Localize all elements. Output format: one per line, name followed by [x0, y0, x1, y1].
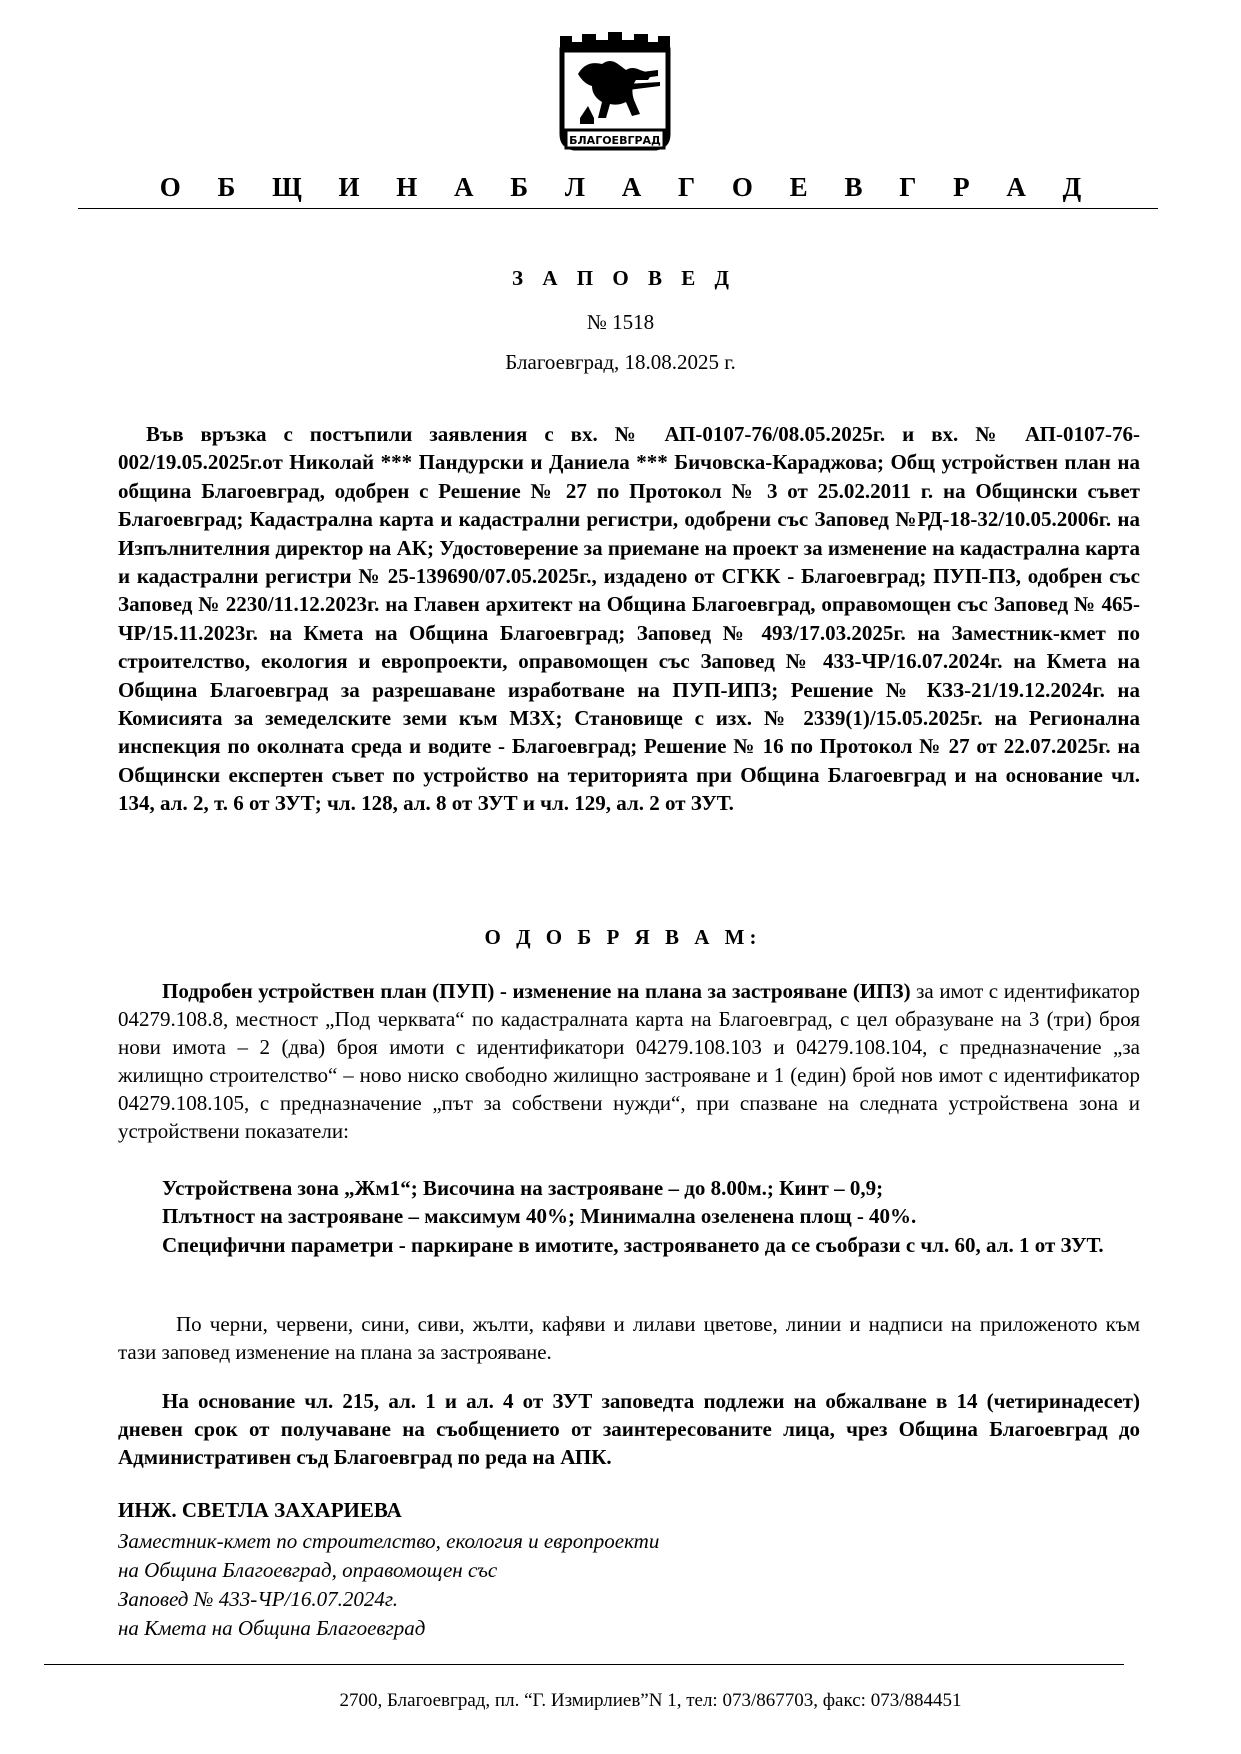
intro-paragraph: Във връзка с постъпили заявления с вх. № АП-0107-76/08.05.2025г. и вх. № АП-0107-76-002/19.05.2025г.от Николай *** Пандурски и Даниела *** Бичовска-Караджова; Общ устройствен план на община Благоевград, одобрен с Решение № 27 по Протокол № 3 от 25.02.2011 г. на Общински съвет Благоевград; Кадастрална карта и кадастрални регистри, одобрени със Заповед №РД-18-32/10.05.2006г. на Изпълнителния директор на АК; Удостоверение за приемане на проект за изменение на кадастрална карта и кадастрални регистри № 25-139690/07.05.2025г., издадено от СГКК - Благоевград; ПУП-ПЗ, одобрен със Заповед № 2230/11.12.2023г. на Главен архитект на Община Благоевград, оправомощен със Заповед № 465-ЧР/15.11.2023г. на Кмета на Община Благоевград; Заповед № 493/17.03.2025г. на Заместник-кмет по строителство, екология и европроекти, оправомощен със Заповед № 433-ЧР/16.07.2024г. на Кмета на Община Благоевград за разрешаване изработване на ПУП-ИПЗ; Решение № КЗЗ-21/19.12.2024г. на Комисията за земеделските земи към МЗХ; Становище с изх. № 2339(1)/15.05.2025г. на Регионална инспекция по околната среда и водите - Благоевград; Решение № 16 по Протокол № 27 от 22.07.2025г. на Общински експертен съвет по устройство на територията при Община Благоевград и на основание чл. 134, ал. 2, т. 6 от ЗУТ; чл. 128, ал. 8 от ЗУТ и чл. 129, ал. 2 от ЗУТ.	[118, 422, 1140, 816]
approve-heading: О Д О Б Р Я В А М:	[484, 925, 762, 949]
order-number: № 1518	[586, 310, 655, 334]
logo-text: БЛАГОЕВГРАД	[569, 134, 661, 147]
plan-bold-lead: Подробен устройствен план (ПУП) - изменение на плана за застрояване (ИПЗ)	[162, 979, 911, 1003]
signatory-title-line: на Община Благоевград, оправомощен със	[118, 1558, 498, 1582]
footer-address: 2700, Благоевград, пл. “Г. Измирлиев”N 1, тел: 073/867703, факс: 073/884451	[339, 1690, 962, 1711]
zone-indicators-line-1: Устройствена зона „Жм1“; Височина на застрояване – до 8.00м.; Кинт – 0,9;	[162, 1176, 884, 1200]
specific-parameters: Специфични параметри - паркиране в имотите, застрояването да се съобрази с чл. 60, ал. 1 от ЗУТ.	[162, 1233, 1104, 1257]
plan-text: за имот с идентификатор 04279.108.8, местност „Под черквата“ по кадастралната карта на Благоевград, с цел образуване на 3 (три) броя нови имота – 2 (два) броя имоти с идентификатори 04279.108.103 и 04279.108.104, с предназначение „за жилищно строителство“ – ново ниско свободно жилищно застрояване и 1 (един) брой нов имот с идентификатор 04279.108.105, с предназначение „път за собствени нужди“, при спазване на следната устройствена зона и устройствени показатели:	[118, 979, 1140, 1143]
municipality-coat-of-arms	[556, 30, 674, 170]
order-title: З А П О В Е Д	[512, 266, 736, 290]
signatory-title-line: на Кмета на Община Благоевград	[118, 1616, 426, 1640]
colors-paragraph: По черни, червени, сини, сиви, жълти, кафяви и лилави цветове, линии и надписи на приложеното към тази заповед изменение на плана за застрояване.	[118, 1312, 1140, 1364]
appeal-paragraph: На основание чл. 215, ал. 1 и ал. 4 от ЗУТ заповедта подлежи на обжалване в 14 (четиринадесет) дневен срок от получаване на съобщението от заинтересованите лица, чрез Община Благоевград до Административен съд Благоевград по реда на АПК.	[118, 1389, 1140, 1469]
plan-paragraph	[118, 977, 1140, 1145]
order-date: Благоевград, 18.08.2025 г.	[505, 350, 736, 374]
zone-indicators-line-2: Плътност на застрояване – максимум 40%; Минимална озеленена площ - 40%.	[162, 1204, 917, 1228]
footer-divider	[44, 1664, 1124, 1665]
signatory-title-line: Заместник-кмет по строителство, екология и европроекти	[118, 1529, 660, 1553]
signatory-title-line: Заповед № 433-ЧР/16.07.2024г.	[118, 1587, 399, 1611]
signatory-title-block	[118, 1527, 659, 1643]
signatory-name: ИНЖ. СВЕТЛА ЗАХАРИЕВА	[118, 1498, 402, 1522]
municipality-title: О Б Щ И Н А Б Л А Г О Е В Г Р А Д	[159, 172, 1097, 202]
header-divider	[78, 208, 1158, 209]
